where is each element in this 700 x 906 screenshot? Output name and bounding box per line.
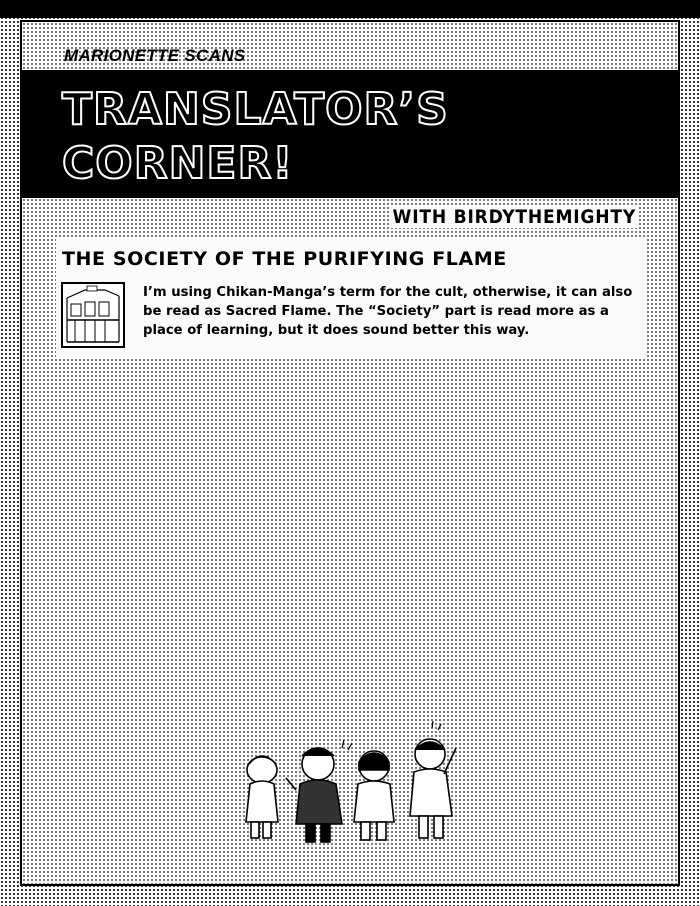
chibi-characters-illustration-icon — [234, 718, 470, 852]
page-title-line-1: TRANSLATOR’S — [62, 84, 449, 135]
page-title-line-2: CORNER! — [62, 138, 294, 189]
top-border-strip — [0, 0, 700, 18]
entry-body-text: I’m using Chikan-Manga’s term for the cult, otherwise, it can also be read as Sacred Flame. The “Society” part is read more as a place of learning, but it does sound better this way. — [143, 285, 633, 338]
entry-heading: THE SOCIETY OF THE PURIFYING FLAME — [62, 248, 507, 270]
manga-panel-thumbnail-icon — [61, 282, 125, 348]
scanlation-group-label: MARIONETTE SCANS — [64, 46, 246, 65]
author-byline: WITH BIRDYTHEMIGHTY — [392, 206, 636, 228]
